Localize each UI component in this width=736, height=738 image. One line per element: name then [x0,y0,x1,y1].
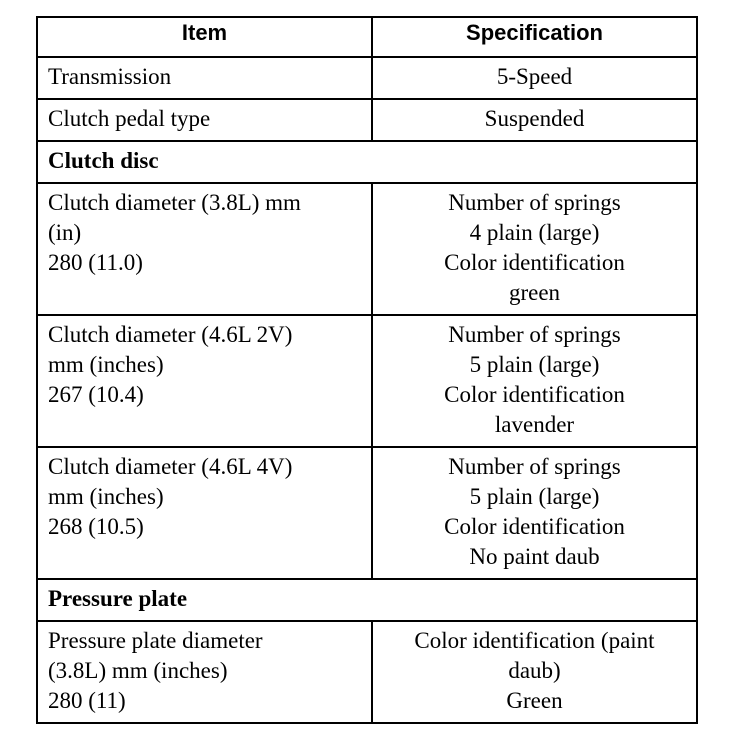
row-value-cell [372,183,697,315]
item-line: 280 (11) [48,688,126,713]
table-row [37,621,697,723]
table-row [37,57,697,99]
section-row [37,141,697,183]
specification-column-header: Specification [372,17,697,57]
item-line: (3.8L) mm (inches) [48,658,228,683]
value-line: Color identification [444,514,625,539]
value-line: 5 plain (large) [469,484,600,509]
item-column-header: Item [37,17,372,57]
value-line: No paint daub [469,544,600,569]
section-heading-pressure-plate: Pressure plate [37,579,697,621]
value-line: Number of springs [448,322,621,347]
value-line: lavender [494,412,575,437]
value-line: Color identification [444,382,625,407]
item-line: Clutch diameter (3.8L) mm [48,190,301,215]
table-row [37,183,697,315]
value-line: 4 plain (large) [469,220,600,245]
value-line: Green [506,688,563,713]
row-item-cell [37,183,372,315]
row-value-cell [372,447,697,579]
value-line: daub) [508,658,561,683]
item-line: mm (inches) [48,352,164,377]
section-row [37,579,697,621]
item-line: 280 (11.0) [48,250,143,275]
specification-table [36,16,698,724]
value-line: green [508,280,561,305]
item-line: Pressure plate diameter [48,628,263,653]
row-item-cell [37,621,372,723]
item-line: 267 (10.4) [48,382,144,407]
row-value-cell: 5-Speed [372,57,697,99]
table-row [37,99,697,141]
item-line: mm (inches) [48,484,164,509]
item-line: 268 (10.5) [48,514,144,539]
section-heading-clutch-disc: Clutch disc [37,141,697,183]
row-value-cell [372,621,697,723]
value-line: 5 plain (large) [469,352,600,377]
value-line: Color identification (paint [414,628,655,653]
row-value-cell: Suspended [372,99,697,141]
row-item-cell: Clutch pedal type [37,99,372,141]
value-line: Number of springs [448,454,621,479]
item-line: (in) [48,220,82,245]
header-row [37,17,697,57]
item-line: Clutch diameter (4.6L 2V) [48,322,293,347]
table-row [37,447,697,579]
item-line: Clutch diameter (4.6L 4V) [48,454,293,479]
row-item-cell: Transmission [37,57,372,99]
table-row [37,315,697,447]
row-item-cell [37,447,372,579]
row-value-cell [372,315,697,447]
row-item-cell [37,315,372,447]
value-line: Number of springs [448,190,621,215]
value-line: Color identification [444,250,625,275]
